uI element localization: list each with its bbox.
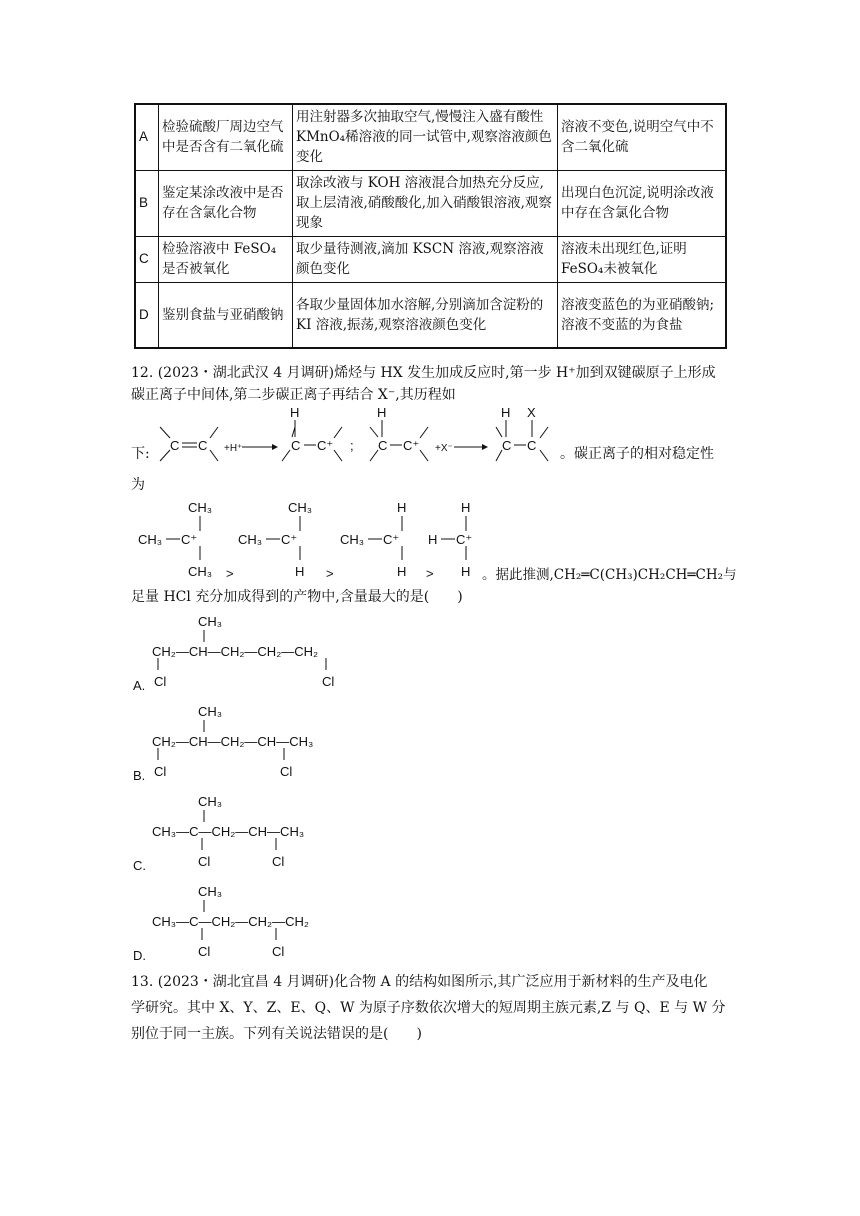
cl-substituent: Cl (198, 854, 211, 869)
option-label[interactable]: B. (133, 768, 146, 783)
atom-h: H (290, 405, 300, 420)
cl-substituent: Cl (272, 854, 285, 869)
q12-stab-suffix: 。据此推测,CH₂═C(CH₃)CH₂CH═CH₂与 (482, 567, 737, 583)
table-row (135, 104, 726, 170)
atom-h: H (461, 564, 471, 579)
main-chain: CH₂—CH—CH₂—CH₂—CH₂ (152, 644, 319, 659)
ch3-group: CH₃ (198, 794, 223, 809)
atom-c: C (170, 438, 180, 453)
q12-mech-suffix: 。碳正离子的相对稳定性 (560, 446, 714, 462)
atom-h: H (295, 564, 305, 579)
atom-cplus: C⁺ (181, 532, 198, 547)
option-label[interactable]: C. (133, 858, 146, 873)
q12-mech-prefix: 下: (131, 446, 150, 462)
ch3-group: CH₃ (198, 884, 223, 899)
gt-sign: > (226, 566, 234, 581)
atom-cplus: C⁺ (383, 532, 400, 547)
atom-cplus: C⁺ (317, 438, 334, 453)
option-label: A (135, 104, 159, 170)
atom-h: H (377, 405, 387, 420)
atom-cplus: C⁺ (281, 532, 298, 547)
gt-sign: > (326, 566, 334, 581)
reagent-h: +H⁺ (224, 443, 243, 454)
purpose-cell: 鉴定某涂改液中是否存在含氯化合物 (159, 170, 293, 236)
atom-h: H (501, 405, 511, 420)
option-label: D (135, 282, 159, 348)
table-row (135, 170, 726, 236)
q12-line3: 为 (131, 477, 145, 493)
cl-substituent: Cl (272, 944, 285, 959)
operation-cell: 各取少量固体加水溶解,分别滴加含淀粉的 KI 溶液,振荡,观察溶液颜色变化 (293, 282, 558, 348)
atom-c: C (291, 438, 301, 453)
purpose-cell: 鉴别食盐与亚硝酸钠 (159, 282, 293, 348)
option-label: C (135, 236, 159, 282)
main-chain: CH₃—C—CH₂—CH—CH₃ (152, 824, 305, 839)
purpose-cell: 检验溶液中 FeSO₄是否被氧化 (159, 236, 293, 282)
table-row (135, 236, 726, 282)
conclusion-cell: 出现白色沉淀,说明涂改液中存在含氯化合物 (558, 170, 727, 236)
option-label: B (135, 170, 159, 236)
conclusion-cell: 溶液未出现红色,证明FeSO₄未被氧化 (558, 236, 727, 282)
reagent-x: +X⁻ (435, 443, 453, 454)
option-structure (152, 790, 372, 874)
q13-line1: 13. (2023・湖北宜昌 4 月调研)化合物 A 的结构如图所示,其广泛应用于新材料的生产及电化 (131, 974, 708, 990)
atom-x: X (527, 405, 536, 420)
table-row (135, 282, 726, 348)
q12-line1: 12. (2023・湖北武汉 4 月调研)烯烃与 HX 发生加成反应时,第一步 H⁺加到双键碳原子上形成 (131, 365, 716, 381)
ch3-group: CH₃ (188, 500, 213, 515)
cl-substituent: Cl (280, 764, 293, 779)
option-structure (152, 610, 372, 694)
ch3-group: CH₃ (198, 704, 223, 719)
atom-c: C (527, 438, 537, 453)
cl-substituent: Cl (154, 674, 167, 689)
operation-cell: 取涂改液与 KOH 溶液混合加热充分反应,取上层清液,硝酸酸化,加入硝酸银溶液,观察现象 (293, 170, 558, 236)
option-label[interactable]: A. (133, 678, 146, 693)
purpose-cell: 检验硫酸厂周边空气中是否含有二氧化硫 (159, 104, 293, 170)
atom-cplus: C⁺ (403, 438, 420, 453)
conclusion-cell: 溶液不变色,说明空气中不含二氧化硫 (558, 104, 727, 170)
cl-substituent: Cl (198, 944, 211, 959)
cl-substituent: Cl (154, 764, 167, 779)
ch3-group: CH₃ (238, 532, 263, 547)
main-chain: CH₃—C—CH₂—CH₂—CH₂ (152, 914, 309, 929)
separator: ; (350, 438, 354, 453)
atom-h: H (397, 564, 407, 579)
atom-c: C (198, 438, 208, 453)
option-structure (152, 700, 372, 784)
ch3-group: CH₃ (340, 532, 365, 547)
operation-cell: 取少量待测液,滴加 KSCN 溶液,观察溶液颜色变化 (293, 236, 558, 282)
cl-substituent: Cl (322, 674, 335, 689)
ch3-group: CH₃ (188, 564, 213, 579)
q12-line4: 足量 HCl 充分加成得到的产物中,含量最大的是( ) (131, 589, 463, 605)
q13-line2: 学研究。其中 X、Y、Z、E、Q、W 为原子序数依次增大的短周期主族元素,Z 与 Q、E 与 W 分 (131, 1000, 726, 1016)
q13-line3: 别位于同一主族。下列有关说法错误的是( ) (131, 1026, 422, 1042)
option-structure (152, 880, 372, 964)
ch3-group: CH₃ (288, 500, 313, 515)
mechanism-diagram (150, 405, 560, 471)
main-chain: CH₂—CH—CH₂—CH—CH₃ (152, 734, 314, 749)
atom-h: H (397, 500, 407, 515)
atom-c: C (502, 438, 512, 453)
atom-cplus: C⁺ (456, 532, 473, 547)
ch3-group: CH₃ (198, 614, 223, 629)
q12-line2: 碳正离子中间体,第二步碳正离子再结合 X⁻,其历程如 (131, 387, 456, 403)
carbocation-stability (136, 498, 486, 582)
atom-h: H (428, 532, 438, 547)
gt-sign: > (426, 566, 434, 581)
conclusion-cell: 溶液变蓝色的为亚硝酸钠;溶液不变蓝的为食盐 (558, 282, 727, 348)
ch3-group: CH₃ (138, 532, 163, 547)
atom-c: C (378, 438, 388, 453)
atom-h: H (461, 500, 471, 515)
operation-cell: 用注射器多次抽取空气,慢慢注入盛有酸性 KMnO₄稀溶液的同一试管中,观察溶液颜色变化 (293, 104, 558, 170)
option-label[interactable]: D. (133, 948, 146, 963)
experiment-table (134, 103, 727, 349)
